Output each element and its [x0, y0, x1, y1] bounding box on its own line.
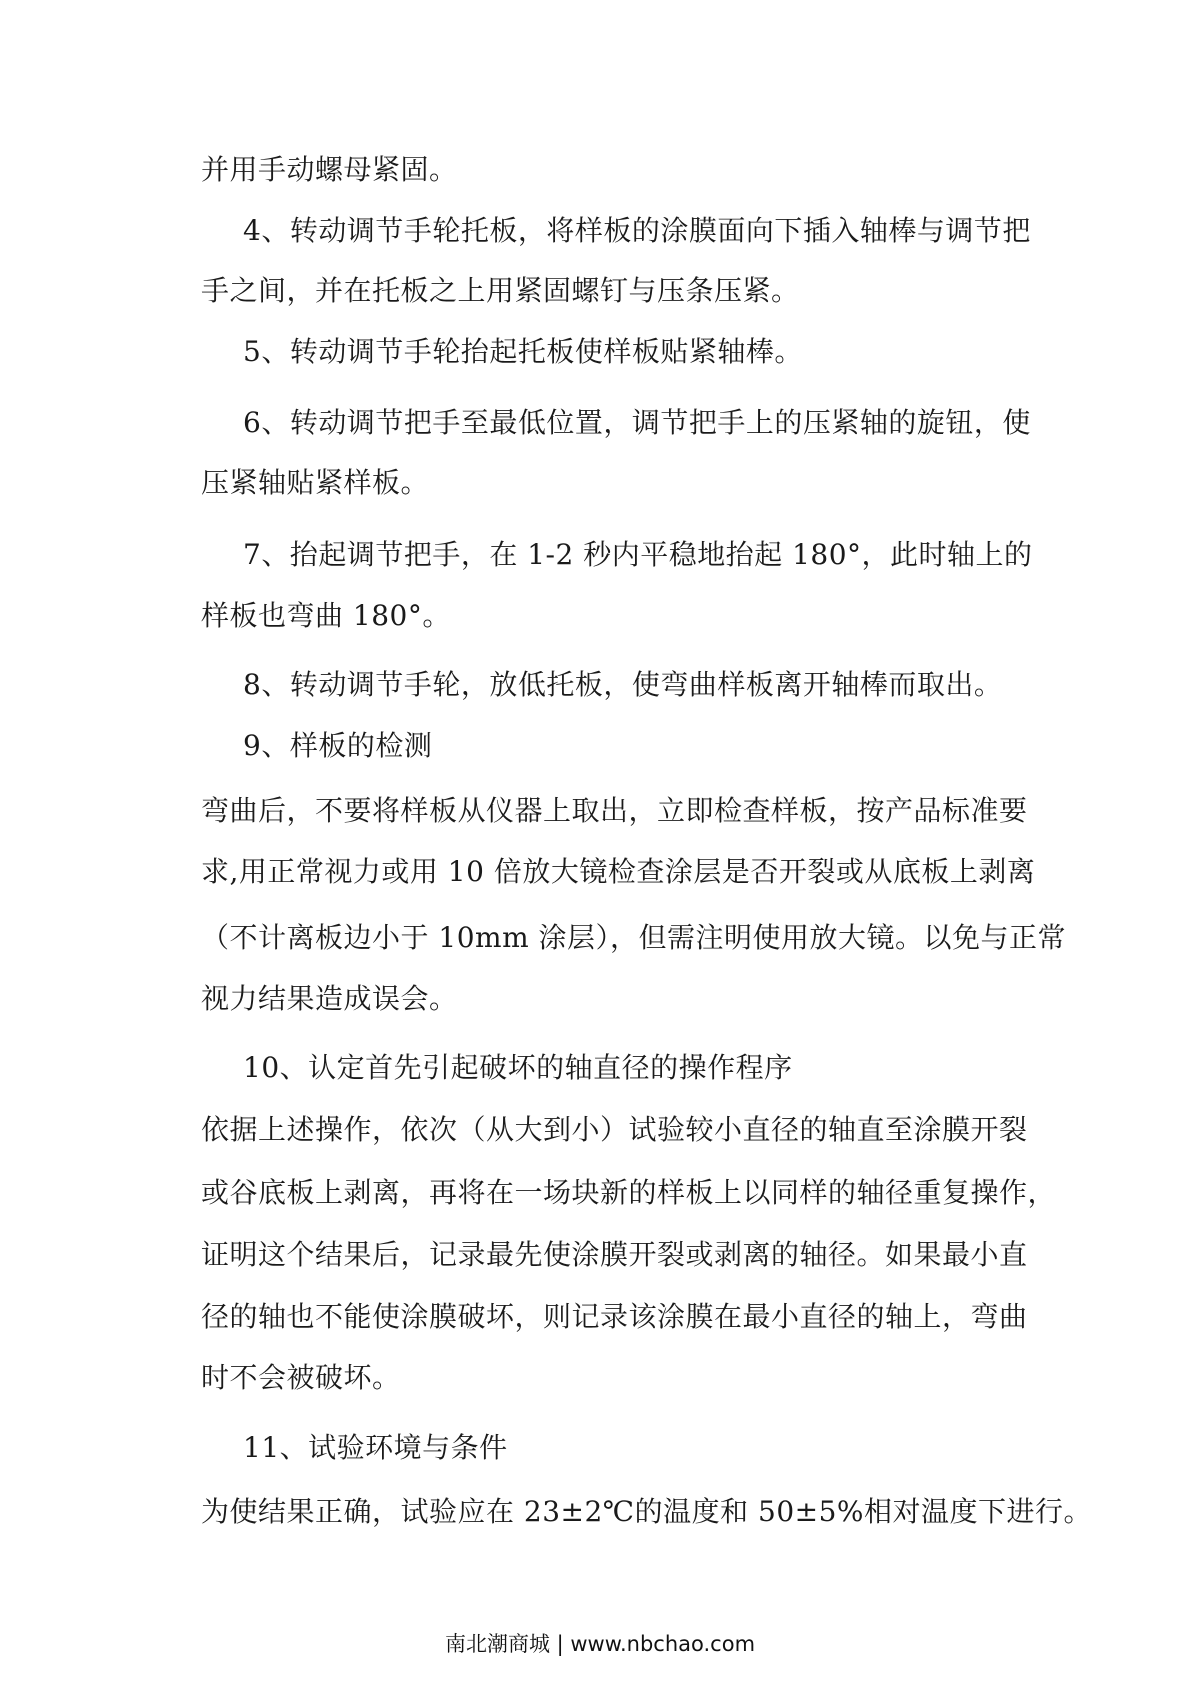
paragraph-line: 样板也弯曲 180°。: [201, 599, 451, 632]
paragraph-line: 径的轴也不能使涂膜破坏，则记录该涂膜在最小直径的轴上，弯曲: [201, 1300, 1028, 1333]
paragraph-line: 弯曲后，不要将样板从仪器上取出，立即检查样板，按产品标准要: [201, 794, 1028, 827]
paragraph-line: 证明这个结果后，记录最先使涂膜开裂或剥离的轴径。如果最小直: [201, 1238, 1028, 1271]
paragraph-line: 视力结果造成误会。: [201, 982, 458, 1015]
paragraph-line: 依据上述操作，依次（从大到小）试验较小直径的轴直至涂膜开裂: [201, 1113, 1028, 1146]
step-5-line: 5、转动调节手轮抬起托板使样板贴紧轴棒。: [243, 335, 803, 368]
paragraph-line: 或谷底板上剥离，再将在一场块新的样板上以同样的轴径重复操作，: [201, 1176, 1057, 1209]
paragraph-line: 并用手动螺母紧固。: [201, 153, 458, 186]
paragraph-line: 时不会被破坏。: [201, 1361, 401, 1394]
paragraph-line: （不计离板边小于 10mm 涂层），但需注明使用放大镜。以免与正常: [201, 921, 1067, 954]
step-10-heading: 10、认定首先引起破坏的轴直径的操作程序: [243, 1051, 793, 1084]
footer-source: 南北潮商城 | www.nbchao.com: [444, 1632, 756, 1656]
step-7-heading-line: 7、抬起调节把手，在 1-2 秒内平稳地抬起 180°，此时轴上的: [243, 538, 1033, 571]
step-4-heading-line: 4、转动调节手轮托板，将样板的涂膜面向下插入轴棒与调节把: [243, 214, 1031, 247]
paragraph-line: 求,用正常视力或用 10 倍放大镜检查涂层是否开裂或从底板上剥离: [201, 855, 1036, 888]
step-6-heading-line: 6、转动调节把手至最低位置，调节把手上的压紧轴的旋钮，使: [243, 406, 1031, 439]
step-9-heading: 9、样板的检测: [243, 729, 433, 762]
paragraph-line: 压紧轴贴紧样板。: [201, 466, 430, 499]
paragraph-line: 为使结果正确，试验应在 23±2℃的温度和 50±5%相对温度下进行。: [201, 1495, 1093, 1528]
step-8-line: 8、转动调节手轮，放低托板，使弯曲样板离开轴棒而取出。: [243, 668, 1003, 701]
step-11-heading: 11、试验环境与条件: [243, 1431, 508, 1464]
paragraph-line: 手之间，并在托板之上用紧固螺钉与压条压紧。: [201, 274, 800, 307]
